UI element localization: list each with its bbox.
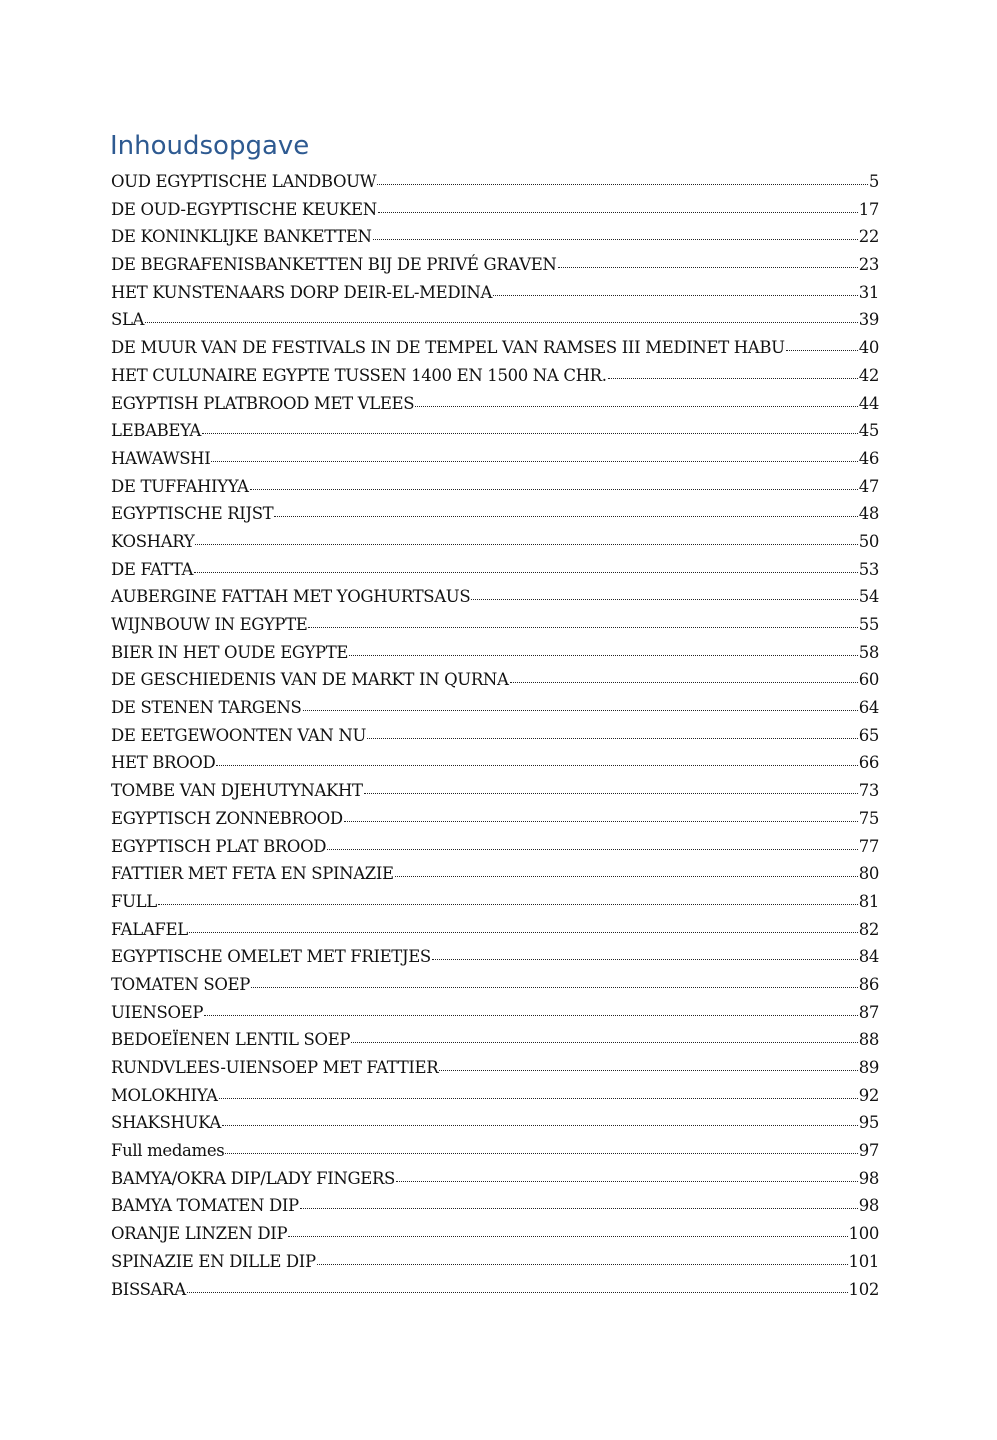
toc-entry-page: 102 (848, 1279, 879, 1299)
toc-entry-page: 31 (858, 282, 879, 302)
toc-entry-title: EGYPTISCH PLAT BROOD (111, 836, 327, 856)
dot-leader (395, 875, 858, 877)
toc-entry-title: DE MUUR VAN DE FESTIVALS IN DE TEMPEL VAN RAMSES III MEDINET HABU (111, 338, 785, 358)
toc-entry-title: BIER IN HET OUDE EGYPTE (111, 642, 349, 662)
toc-entry-title: MOLOKHIYA (111, 1085, 218, 1105)
toc-entry-title: FALAFEL (111, 919, 188, 939)
toc-entry[interactable] (111, 583, 879, 611)
toc-entry-page: 97 (858, 1141, 879, 1161)
toc-entry[interactable] (111, 390, 879, 418)
toc-entry-title: DE STENEN TARGENS (111, 698, 302, 718)
toc-entry[interactable] (111, 888, 879, 916)
toc-entry-title: SHAKSHUKA (111, 1113, 221, 1133)
toc-entry[interactable] (111, 999, 879, 1027)
toc-entry[interactable] (111, 805, 879, 833)
toc-entry-page: 87 (858, 1002, 879, 1022)
toc-entry[interactable] (111, 1137, 879, 1165)
dot-leader (274, 515, 857, 517)
toc-entry-page: 42 (858, 365, 879, 385)
toc-entry-title: OUD EGYPTISCHE LANDBOUW (111, 172, 377, 191)
toc-entry[interactable] (111, 666, 879, 694)
toc-entry-title: TOMBE VAN DJEHUTYNAKHT (111, 781, 363, 801)
toc-entry-page: 89 (858, 1058, 879, 1077)
toc-entry-page: 92 (858, 1085, 879, 1105)
toc-title: Inhoudsopgave (110, 131, 310, 161)
toc-entry[interactable] (111, 943, 879, 971)
toc-entry[interactable] (111, 611, 879, 639)
toc-entry-title: DE KONINKLIJKE BANKETTEN (111, 227, 372, 247)
toc-entry-title: DE TUFFAHIYYA (111, 476, 249, 496)
toc-entry-page: 88 (858, 1030, 879, 1050)
toc-entry-page: 100 (848, 1224, 879, 1244)
dot-leader (300, 1207, 858, 1209)
toc-entry[interactable] (111, 334, 879, 362)
toc-entry-title: BAMYA/OKRA DIP/LADY FINGERS (111, 1168, 396, 1188)
toc-entry-title: RUNDVLEES-UIENSOEP MET FATTIER (111, 1058, 439, 1077)
toc-entry-page: 98 (858, 1168, 879, 1188)
toc-entry-title: HAWAWSHI (111, 448, 211, 468)
toc-entry-page: 66 (858, 753, 879, 773)
toc-entry[interactable] (111, 251, 879, 279)
toc-entry-title: Full medames (111, 1141, 225, 1161)
dot-leader (373, 238, 858, 240)
toc-entry[interactable] (111, 833, 879, 861)
dot-leader (145, 321, 858, 323)
toc-entry[interactable] (111, 777, 879, 805)
toc-entry-page: 47 (858, 476, 879, 496)
dot-leader (303, 709, 858, 711)
toc-entry[interactable] (111, 1276, 879, 1304)
toc-entry-page: 77 (858, 836, 879, 856)
toc-entry[interactable] (111, 168, 879, 196)
toc-entry[interactable] (111, 1165, 879, 1193)
toc-entry-page: 55 (858, 615, 879, 634)
toc-entry-page: 82 (858, 919, 879, 939)
dot-leader (251, 986, 858, 988)
dot-leader (222, 1124, 858, 1126)
dot-leader (219, 1097, 858, 1099)
dot-leader (211, 460, 857, 462)
toc-entry-title: LEBABEYA (111, 421, 201, 441)
dot-leader (510, 681, 858, 683)
toc-entry-title: ORANJE LINZEN DIP (111, 1224, 288, 1244)
toc-entry-page: 80 (858, 864, 879, 884)
toc-entry[interactable] (111, 362, 879, 390)
toc-entry[interactable] (111, 306, 879, 334)
toc-entry-title: BISSARA (111, 1279, 186, 1299)
toc-entry-title: SPINAZIE EN DILLE DIP (111, 1251, 316, 1271)
toc-entry-title: EGYPTISCHE RIJST (111, 504, 274, 524)
toc-entry[interactable] (111, 1109, 879, 1137)
dot-leader (415, 405, 858, 407)
toc-list (111, 168, 879, 1303)
toc-entry-title: HET CULUNAIRE EGYPTE TUSSEN 1400 EN 1500 NA CHR. (111, 365, 607, 385)
toc-entry-page: 86 (858, 974, 879, 994)
toc-entry-title: HET KUNSTENAARS DORP DEIR-EL-MEDINA (111, 282, 493, 302)
toc-entry[interactable] (111, 1192, 879, 1220)
dot-leader (308, 626, 857, 628)
dot-leader (432, 958, 858, 960)
toc-entry-page: 39 (858, 310, 879, 330)
toc-entry-title: DE BEGRAFENISBANKETTEN BIJ DE PRIVÉ GRAVEN (111, 255, 557, 275)
toc-entry[interactable] (111, 1026, 879, 1054)
toc-entry[interactable] (111, 722, 879, 750)
dot-leader (377, 183, 868, 185)
toc-entry-title: EGYPTISH PLATBROOD MET VLEES (111, 393, 415, 413)
toc-entry[interactable] (111, 916, 879, 944)
toc-entry-page: 44 (858, 393, 879, 413)
toc-entry-title: DE FATTA (111, 559, 194, 579)
toc-entry[interactable] (111, 694, 879, 722)
toc-entry-page: 101 (848, 1251, 879, 1271)
toc-entry[interactable] (111, 445, 879, 473)
toc-entry-page: 95 (858, 1113, 879, 1133)
toc-entry-page: 46 (858, 448, 879, 468)
toc-entry[interactable] (111, 971, 879, 999)
dot-leader (187, 1291, 848, 1293)
toc-entry-page: 54 (858, 587, 879, 607)
dot-leader (225, 1152, 857, 1154)
toc-entry[interactable] (111, 556, 879, 584)
toc-entry-page: 22 (858, 227, 879, 247)
toc-entry-page: 50 (858, 531, 879, 551)
dot-leader (351, 1041, 858, 1043)
dot-leader (202, 432, 858, 434)
dot-leader (327, 848, 858, 850)
toc-entry[interactable] (111, 639, 879, 667)
toc-entry[interactable] (111, 279, 879, 307)
toc-entry-title: SLA (111, 310, 145, 330)
toc-entry[interactable] (111, 1082, 879, 1110)
toc-entry-page: 23 (858, 255, 879, 275)
dot-leader (396, 1180, 858, 1182)
toc-entry[interactable] (111, 1220, 879, 1248)
dot-leader (608, 377, 858, 379)
toc-entry-title: BAMYA TOMATEN DIP (111, 1196, 299, 1216)
toc-entry-title: EGYPTISCHE OMELET MET FRIETJES (111, 947, 431, 967)
dot-leader (317, 1263, 848, 1265)
toc-entry-page: 81 (858, 891, 879, 911)
dot-leader (439, 1069, 857, 1071)
dot-leader (364, 792, 858, 794)
toc-entry-page: 75 (858, 808, 879, 828)
toc-entry-page: 65 (858, 725, 879, 745)
toc-entry-page: 64 (858, 698, 879, 718)
toc-entry[interactable] (111, 1248, 879, 1276)
toc-entry-page: 84 (858, 947, 879, 967)
toc-entry-title: DE EETGEWOONTEN VAN NU (111, 725, 367, 745)
toc-entry[interactable] (111, 417, 879, 445)
toc-entry-title: DE GESCHIEDENIS VAN DE MARKT IN QURNA (111, 670, 509, 690)
toc-entry[interactable] (111, 500, 879, 528)
toc-entry-page: 98 (858, 1196, 879, 1216)
dot-leader (493, 294, 858, 296)
toc-entry-page: 53 (858, 559, 879, 579)
dot-leader (250, 488, 858, 490)
dot-leader (195, 543, 857, 545)
dot-leader (786, 349, 858, 351)
toc-entry-page: 5 (868, 172, 879, 191)
toc-entry-title: KOSHARY (111, 531, 195, 551)
toc-entry-page: 73 (858, 781, 879, 801)
toc-entry-title: UIENSOEP (111, 1002, 204, 1022)
dot-leader (344, 820, 858, 822)
toc-entry-page: 40 (858, 338, 879, 358)
toc-entry[interactable] (111, 196, 879, 224)
toc-entry-page: 48 (858, 504, 879, 524)
toc-entry-title: BEDOEÏENEN LENTIL SOEP (111, 1030, 351, 1050)
dot-leader (189, 931, 858, 933)
toc-entry-page: 58 (858, 642, 879, 662)
toc-entry-title: FATTIER MET FETA EN SPINAZIE (111, 864, 394, 884)
toc-entry-page: 60 (858, 670, 879, 690)
dot-leader (349, 654, 858, 656)
toc-entry-title: EGYPTISCH ZONNEBROOD (111, 808, 343, 828)
toc-entry-title: WIJNBOUW IN EGYPTE (111, 615, 308, 634)
toc-entry[interactable] (111, 749, 879, 777)
toc-entry-page: 17 (858, 199, 879, 219)
dot-leader (194, 571, 858, 573)
toc-entry[interactable] (111, 528, 879, 556)
toc-entry-title: HET BROOD (111, 753, 216, 773)
dot-leader (471, 598, 857, 600)
toc-entry-page: 45 (858, 421, 879, 441)
toc-entry[interactable] (111, 860, 879, 888)
dot-leader (558, 266, 858, 268)
toc-entry[interactable] (111, 473, 879, 501)
dot-leader (288, 1235, 847, 1237)
dot-leader (216, 764, 857, 766)
dot-leader (378, 211, 858, 213)
dot-leader (204, 1014, 858, 1016)
toc-entry-title: TOMATEN SOEP (111, 974, 250, 994)
toc-entry-title: AUBERGINE FATTAH MET YOGHURTSAUS (111, 587, 471, 607)
dot-leader (367, 737, 858, 739)
toc-entry[interactable] (111, 223, 879, 251)
toc-entry-title: FULL (111, 891, 157, 911)
toc-entry[interactable] (111, 1054, 879, 1082)
toc-entry-title: DE OUD-EGYPTISCHE KEUKEN (111, 199, 377, 219)
dot-leader (158, 903, 858, 905)
